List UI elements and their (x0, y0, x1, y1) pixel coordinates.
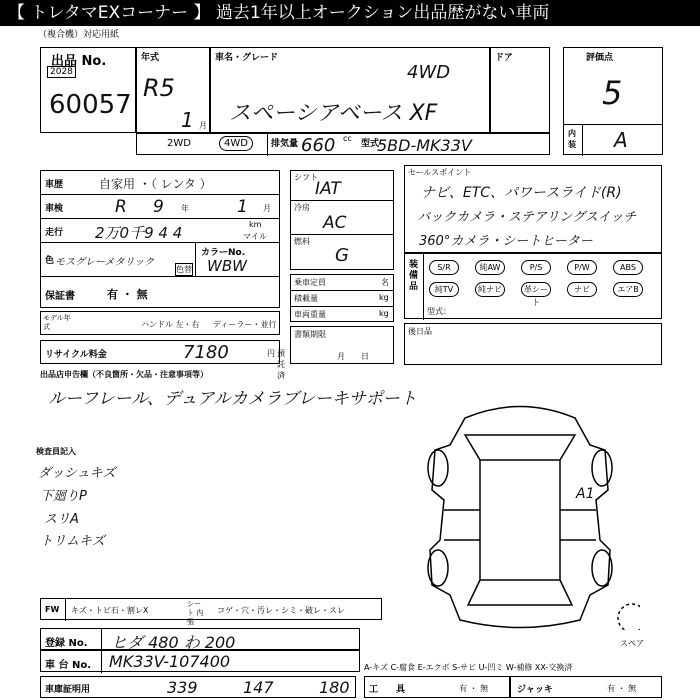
score-box (563, 47, 663, 155)
car-body-outline (430, 407, 610, 628)
color-label: 色 (45, 256, 55, 266)
disp-value: 660 (301, 135, 336, 156)
history-label: 車歴 (45, 180, 64, 190)
fw-b: コゲ・穴・汚レ・シミ・破レ・スレ (217, 606, 345, 615)
drive-split (267, 134, 268, 156)
reg-label: 登録 No. (45, 638, 88, 649)
load-row (291, 291, 393, 307)
docs-unit: 月日 (337, 352, 385, 361)
tools-options: 有 ・ 無 (459, 684, 489, 693)
left-panel (40, 170, 280, 308)
inspection-year: 9 (153, 197, 164, 217)
color-code-value: WBW (207, 257, 247, 275)
equipment-box (404, 253, 662, 319)
chassis-value: MK33V-107400 (109, 652, 231, 671)
equipment-item: 純ナビ (475, 282, 505, 297)
capacity-unit: 名 (381, 278, 389, 287)
recycle-label: リサイクル料金 (45, 350, 107, 360)
door-label: ドア (495, 53, 513, 63)
inspector-label: 検査員記入 (36, 447, 76, 456)
spare-tire (618, 604, 640, 630)
interior-value: A (614, 128, 628, 152)
interior-split (582, 124, 583, 156)
lot-small-code: 2028 (47, 66, 76, 78)
sales-line1: ナビ、ETC、パワースライド(R) (421, 185, 622, 201)
type-value: 5BD-MK33V (377, 136, 472, 155)
fuel-label: 燃料 (294, 237, 310, 246)
equipment-item: S/R (429, 260, 459, 275)
inspector-line-1: ダッシュキズ (38, 466, 116, 481)
modelyear-dealer: ディーラー・並行 (213, 320, 277, 329)
equipment-model-label: 型式： (427, 307, 451, 316)
mileage-label: 走行 (45, 228, 64, 238)
mileage-value: 2万0千9 4 4 (95, 224, 183, 242)
shift-label: シフト (294, 173, 318, 182)
weight-row (291, 307, 393, 323)
inspector-line-4: トリムキズ (40, 534, 105, 549)
year-era: R5 (143, 74, 175, 102)
afterparts-label: 後日品 (408, 327, 432, 336)
history-row (41, 171, 279, 195)
load-label: 積載量 (294, 294, 318, 303)
inspection-era: R (115, 197, 127, 217)
inspector-line-3: スリA (44, 512, 79, 527)
aircon-value: AC (323, 213, 347, 233)
fw-a: キズ・トビ石・割レX (71, 606, 149, 615)
weight-label: 車両重量 (294, 310, 326, 319)
equipment-item: P/S (521, 260, 551, 275)
docs-label: 書類期限 (294, 330, 326, 339)
mid-panel (290, 170, 394, 270)
year-month-unit: 月 (199, 121, 207, 130)
year-label: 年式 (141, 53, 160, 63)
equipment-item: 革シート (521, 282, 551, 297)
dealer-notes-label: 出品店申告欄（不良箇所・欠品・注意事項等） (40, 370, 208, 379)
header-bar (0, 0, 700, 26)
chassis-row (40, 650, 360, 672)
drive-row (136, 133, 550, 155)
modelyear-row (40, 311, 280, 335)
lot-label: 出品 No. (51, 54, 107, 69)
fw-split (65, 599, 66, 621)
door-box (490, 47, 550, 133)
equipment-item: 純AW (475, 260, 505, 275)
equipment-split (423, 254, 424, 320)
equipment-item: P/W (567, 260, 597, 275)
chassis-label: 車 台 No. (45, 660, 92, 671)
front-window (465, 435, 575, 460)
modelyear-label: モデル年式 (43, 314, 71, 331)
lot-box (40, 47, 136, 133)
score-value: 5 (602, 74, 623, 112)
recycle-value: 7180 (183, 342, 229, 363)
capacity-label: 乗車定員 (294, 278, 326, 287)
fourwd-label: 4WD (219, 136, 253, 151)
roof-panel (480, 460, 560, 580)
jack-options: 有 ・ 無 (607, 684, 637, 693)
docs-box (290, 326, 394, 364)
recycle-unit: 円 (267, 349, 275, 358)
equipment-item: 純TV (429, 282, 459, 297)
rear-window (468, 580, 572, 605)
year-month: 1 (181, 108, 194, 132)
chassis-split (101, 651, 102, 673)
inspector-line-2: 下廻りP (40, 489, 87, 504)
afterparts-box (404, 323, 662, 365)
size-height: 180 (319, 678, 350, 697)
fuel-value: G (335, 245, 349, 266)
load-unit: kg (379, 293, 389, 302)
wheel-fl (428, 450, 448, 486)
sales-line2: バックカメラ・ステアリングスイッチ (417, 210, 637, 225)
color-row (41, 243, 279, 277)
size-label: 車庫証明用 (45, 685, 91, 695)
aircon-label: 冷房 (294, 203, 310, 212)
warranty-label: 保証書 (45, 291, 75, 302)
reg-row (40, 628, 360, 650)
size-length: 339 (167, 678, 198, 697)
twowd-label: 2WD (167, 138, 191, 149)
year-box (136, 47, 210, 133)
equipment-item: ABS (613, 260, 643, 275)
spare-label: スペア (620, 639, 644, 648)
disp-unit: cc (343, 134, 352, 143)
jack-box (510, 676, 662, 698)
warranty-options: 有 ・ 無 (107, 288, 148, 301)
equipment-item: ナビ (567, 282, 597, 297)
score-label: 評価点 (586, 53, 614, 63)
inspection-year-unit: 年 (181, 204, 189, 213)
tools-box (364, 676, 510, 698)
inspection-row (41, 195, 279, 219)
reg-value: ヒダ 480 わ 200 (111, 633, 236, 652)
spec-panel (290, 274, 394, 322)
fw-label: FW (45, 605, 60, 614)
model-drive: 4WD (407, 62, 451, 83)
interior-divider (564, 124, 662, 125)
sales-label: セールスポイント (408, 168, 472, 177)
warranty-row (41, 277, 279, 309)
jack-label: ジャッキ (517, 685, 553, 695)
sales-line3: 360°カメラ・シートヒーター (419, 234, 593, 249)
inspection-label: 車検 (45, 204, 64, 214)
header-subtitle: （複合機）対応用紙 (38, 30, 120, 40)
car-damage-diagram (400, 390, 640, 630)
header-title: 【 トレタマEXコーナー 】 過去1年以上オークション出品歴がない車両 (8, 3, 550, 23)
mileage-row (41, 219, 279, 243)
equipment-label: 装備品 (409, 260, 419, 292)
model-label: 車名・グレード (215, 53, 279, 63)
inspection-month-unit: 月 (263, 204, 271, 213)
fuel-row (291, 235, 393, 271)
equipment-item: エアB (613, 282, 643, 297)
recycle-note: 預託済 (277, 349, 285, 380)
sales-box (404, 165, 662, 253)
color-handwritten: モスグレーメタリック (55, 257, 155, 268)
tools-label: 工 具 (369, 685, 406, 695)
color-repaint-label: 色替 (176, 265, 192, 274)
inspection-month: 1 (237, 197, 248, 217)
wheel-fr (592, 450, 612, 486)
color-split (195, 243, 196, 277)
weight-unit: kg (379, 309, 389, 318)
history-options: 自家用 ・（ レンタ ） (99, 177, 212, 191)
dealer-notes-text: ルーフレール、デュアルカメラブレーキサポート (48, 389, 417, 409)
capacity-row (291, 275, 393, 291)
fw-seat: シート 内張 (187, 600, 204, 626)
modelyear-handle: ハンドル 左・右 (141, 320, 200, 329)
mileage-km: km (249, 220, 262, 229)
aircon-row (291, 201, 393, 235)
shift-row (291, 171, 393, 201)
diagram-mark: A1 (576, 486, 595, 502)
disp-label: 排気量 (271, 139, 299, 149)
shift-value: IAT (315, 179, 341, 199)
damage-legend: A-キズ C-腐食 E-エクボ S-サビ U-凹ミ W-補修 XX-交換済 (364, 663, 573, 672)
fw-row (40, 598, 382, 626)
mileage-mile: マイル (243, 232, 267, 241)
reg-split (101, 629, 102, 651)
interior-label: 内装 (568, 129, 576, 149)
model-box (210, 47, 490, 133)
lot-number: 60057 (49, 90, 132, 120)
size-row (40, 676, 356, 698)
model-name: スペーシアベース XF (229, 101, 438, 126)
type-label: 型式 (361, 139, 380, 149)
size-width: 147 (243, 678, 274, 697)
color-code-label: カラーNo. (201, 248, 246, 258)
